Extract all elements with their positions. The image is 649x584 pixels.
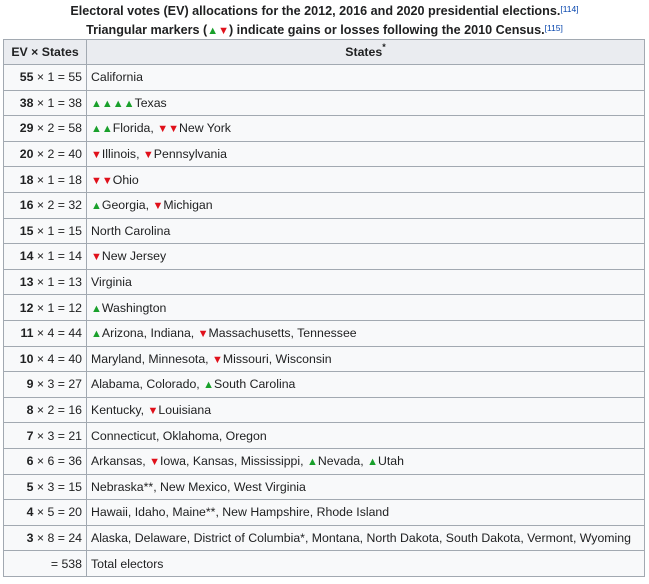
table-row: [4, 474, 645, 500]
table-row: [4, 525, 645, 551]
separator: ,: [153, 479, 161, 494]
state-link[interactable]: West Virginia: [233, 479, 306, 494]
state-link[interactable]: Washington: [101, 300, 167, 315]
table-row: [4, 397, 645, 423]
state-link[interactable]: Rhode Island: [316, 505, 390, 520]
table-row: [4, 423, 645, 449]
states-cell: [87, 448, 645, 474]
separator: ,: [127, 530, 135, 545]
states-cell: [87, 192, 645, 218]
state-link[interactable]: Idaho: [134, 505, 166, 520]
table-row: [4, 167, 645, 193]
separator: ,: [140, 403, 148, 418]
ev-count: 55: [19, 70, 34, 85]
state-link[interactable]: Hawaii: [91, 505, 128, 520]
ev-count: 8: [26, 403, 34, 418]
states-cell: [87, 116, 645, 142]
header-ev-states: EV × States: [4, 40, 87, 65]
ev-cell: [4, 372, 87, 398]
ev-cell: [4, 346, 87, 372]
state-link[interactable]: New Jersey: [101, 249, 167, 264]
ev-count: 29: [19, 121, 34, 136]
ev-count: 5: [26, 479, 34, 494]
state-link[interactable]: Indiana: [150, 326, 191, 341]
header-states: [87, 40, 645, 65]
table-row: [4, 90, 645, 116]
loss-triangle-icon: ▼: [197, 328, 209, 341]
state-link[interactable]: District of Columbia*: [193, 530, 305, 545]
ev-formula: × 3 = 27: [33, 377, 82, 392]
gain-triangle-icon: ▲: [91, 200, 102, 213]
ev-cell: [4, 218, 87, 244]
state-link[interactable]: Louisiana: [158, 403, 212, 418]
separator: ,: [359, 530, 367, 545]
state-link[interactable]: Maryland: [91, 351, 142, 366]
state-link[interactable]: Kentucky: [91, 403, 141, 418]
states-cell: [87, 167, 645, 193]
separator: ,: [142, 454, 150, 469]
ev-count: 18: [19, 172, 34, 187]
ev-cell: [4, 167, 87, 193]
ev-formula: × 1 = 55: [33, 70, 82, 85]
ev-formula: × 1 = 14: [33, 249, 82, 264]
state-link[interactable]: Florida: [112, 121, 151, 136]
state-link[interactable]: New Mexico: [160, 479, 228, 494]
gain-triangle-icon: ▲: [203, 379, 215, 392]
citation-link-114[interactable]: [114]: [560, 4, 579, 14]
separator: ,: [196, 377, 204, 392]
separator: ,: [155, 428, 163, 443]
state-link[interactable]: Arkansas: [91, 454, 143, 469]
ev-cell: [4, 500, 87, 526]
gain-triangle-icon: ▲▲▲▲: [91, 97, 135, 110]
loss-triangle-icon: ▼: [91, 149, 102, 162]
table-row: [4, 141, 645, 167]
state-link[interactable]: South Carolina: [214, 377, 296, 392]
loss-triangle-icon: ▼: [212, 353, 223, 366]
ev-formula: × 2 = 16: [33, 403, 82, 418]
ev-formula: × 3 = 21: [33, 428, 82, 443]
ev-count: 12: [19, 300, 34, 315]
ev-count: 14: [19, 249, 34, 264]
separator: ,: [233, 454, 241, 469]
state-link[interactable]: Montana: [311, 530, 360, 545]
states-cell: [87, 372, 645, 398]
caption-legend-prefix: Triangular markers (: [86, 23, 208, 37]
table-header-row: [4, 40, 645, 65]
separator: ,: [205, 351, 213, 366]
ev-formula: × 1 = 18: [33, 172, 82, 187]
states-cell: [87, 90, 645, 116]
state-link[interactable]: Alaska: [91, 530, 128, 545]
table-row: [4, 448, 645, 474]
states-cell: [87, 500, 645, 526]
separator: ,: [227, 479, 234, 494]
state-link[interactable]: Connecticut: [91, 428, 156, 443]
gain-triangle-icon: ▲: [207, 25, 219, 37]
state-link[interactable]: Tennessee: [297, 326, 357, 341]
ev-formula: × 1 = 38: [33, 95, 82, 110]
state-link[interactable]: Pennsylvania: [153, 147, 227, 162]
ev-formula: × 5 = 20: [33, 505, 82, 520]
separator: ,: [268, 351, 276, 366]
header-states-label: States: [345, 45, 383, 59]
ev-count: 38: [19, 95, 34, 110]
ev-cell: [4, 116, 87, 142]
loss-triangle-icon: ▼: [142, 149, 154, 162]
table-row: [4, 244, 645, 270]
states-cell: [87, 525, 645, 551]
state-link[interactable]: Utah: [378, 454, 404, 469]
ev-cell: [4, 295, 87, 321]
separator: ,: [185, 454, 193, 469]
state-link[interactable]: Oregon: [225, 428, 267, 443]
caption-legend-suffix: ) indicate gains or losses following the 2010 Census.: [228, 23, 545, 37]
separator: ,: [139, 377, 147, 392]
separator: ,: [309, 505, 317, 520]
state-link[interactable]: North Dakota: [366, 530, 439, 545]
states-cell: [87, 551, 645, 577]
ev-cell: [4, 423, 87, 449]
states-cell: [87, 218, 645, 244]
ev-count: 10: [19, 351, 34, 366]
ev-formula: × 1 = 12: [33, 300, 82, 315]
state-link[interactable]: Nebraska**: [91, 479, 154, 494]
ev-cell: [4, 269, 87, 295]
ev-count: 15: [19, 223, 34, 238]
header-states-footnote-mark: *: [382, 42, 386, 52]
ev-cell: [4, 65, 87, 91]
state-link[interactable]: Kansas: [192, 454, 234, 469]
separator: ,: [300, 454, 307, 469]
table-caption: [0, 0, 649, 38]
gain-triangle-icon: ▲: [306, 456, 318, 469]
states-cell: [87, 397, 645, 423]
states-cell: [87, 141, 645, 167]
state-link[interactable]: Iowa: [160, 454, 186, 469]
state-link[interactable]: Alabama: [91, 377, 140, 392]
caption-line-2: [0, 21, 649, 41]
table-row: [4, 372, 645, 398]
state-link[interactable]: Vermont: [527, 530, 573, 545]
loss-triangle-icon: ▼: [147, 405, 159, 418]
gain-triangle-icon: ▲▲: [91, 123, 113, 136]
ev-cell: [4, 474, 87, 500]
state-link[interactable]: Nevada: [317, 454, 361, 469]
state-link[interactable]: Arizona: [101, 326, 144, 341]
ev-count: 3: [26, 530, 34, 545]
separator: ,: [215, 505, 223, 520]
ev-formula: × 1 = 13: [33, 275, 82, 290]
state-link[interactable]: Wyoming: [579, 530, 631, 545]
states-cell: [87, 65, 645, 91]
ev-cell: [4, 244, 87, 270]
table-row: [4, 551, 645, 577]
state-link[interactable]: Wisconsin: [275, 351, 332, 366]
ev-cell: [4, 90, 87, 116]
ev-count: 7: [26, 428, 34, 443]
total-label: Total electors: [91, 556, 164, 571]
ev-count: 6: [26, 454, 34, 469]
ev-cell: [4, 320, 87, 346]
state-link[interactable]: Massachusetts: [208, 326, 291, 341]
states-cell: [87, 244, 645, 270]
table-row: [4, 269, 645, 295]
separator: ,: [150, 121, 158, 136]
ev-count: 11: [20, 326, 34, 341]
ev-formula: × 8 = 24: [33, 530, 82, 545]
ev-cell: [4, 551, 87, 577]
state-link[interactable]: North Carolina: [91, 223, 171, 238]
ev-formula: × 2 = 40: [33, 147, 82, 162]
state-link[interactable]: Colorado: [146, 377, 197, 392]
ev-formula: × 2 = 32: [33, 198, 82, 213]
separator: ,: [290, 326, 298, 341]
separator: ,: [304, 530, 312, 545]
ev-cell: [4, 192, 87, 218]
ev-cell: [4, 448, 87, 474]
ev-formula: × 4 = 40: [33, 351, 82, 366]
ev-cell: [4, 141, 87, 167]
loss-triangle-icon: ▼▼: [157, 123, 179, 136]
state-link[interactable]: Illinois: [101, 147, 137, 162]
table-row: [4, 295, 645, 321]
ev-formula: × 3 = 15: [33, 479, 82, 494]
state-link[interactable]: Mississippi: [240, 454, 301, 469]
table-row: [4, 500, 645, 526]
state-link[interactable]: Oklahoma: [162, 428, 219, 443]
ev-formula: × 1 = 15: [33, 223, 82, 238]
states-cell: [87, 346, 645, 372]
state-link[interactable]: Georgia: [101, 198, 146, 213]
state-link[interactable]: New Hampshire: [222, 505, 310, 520]
table-row: [4, 116, 645, 142]
states-cell: [87, 423, 645, 449]
states-cell: [87, 320, 645, 346]
state-link[interactable]: Texas: [134, 95, 167, 110]
ev-count: 16: [19, 198, 34, 213]
state-link[interactable]: Minnesota: [148, 351, 206, 366]
ev-formula: = 538: [50, 556, 82, 571]
state-link[interactable]: Ohio: [112, 172, 139, 187]
gain-triangle-icon: ▲: [91, 302, 102, 315]
separator: ,: [218, 428, 226, 443]
state-link[interactable]: California: [91, 70, 143, 85]
loss-triangle-icon: ▼: [91, 251, 102, 264]
ev-cell: [4, 525, 87, 551]
ev-count: 4: [26, 505, 34, 520]
state-link[interactable]: New York: [179, 121, 231, 136]
states-cell: [87, 474, 645, 500]
separator: ,: [136, 147, 143, 162]
state-link[interactable]: Maine**: [172, 505, 216, 520]
loss-triangle-icon: ▼: [218, 25, 229, 37]
caption-line-1: [0, 2, 649, 21]
separator: ,: [165, 505, 173, 520]
separator: ,: [143, 326, 151, 341]
separator: ,: [127, 505, 135, 520]
table-row: [4, 192, 645, 218]
ev-formula: × 2 = 58: [33, 121, 82, 136]
ev-count: 9: [26, 377, 34, 392]
separator: ,: [190, 326, 198, 341]
state-link[interactable]: South Dakota: [445, 530, 521, 545]
electoral-votes-table: [3, 39, 645, 577]
states-cell: [87, 295, 645, 321]
state-link[interactable]: Michigan: [163, 198, 213, 213]
state-link[interactable]: Missouri: [222, 351, 269, 366]
separator: ,: [438, 530, 446, 545]
loss-triangle-icon: ▼▼: [91, 174, 113, 187]
table-row: [4, 65, 645, 91]
separator: ,: [572, 530, 580, 545]
separator: ,: [145, 198, 153, 213]
separator: ,: [186, 530, 194, 545]
separator: ,: [141, 351, 149, 366]
table-row: [4, 218, 645, 244]
ev-cell: [4, 397, 87, 423]
state-link[interactable]: Delaware: [134, 530, 187, 545]
separator: ,: [520, 530, 528, 545]
table-row: [4, 346, 645, 372]
table-row: [4, 320, 645, 346]
citation-link-115[interactable]: [115]: [544, 23, 563, 33]
loss-triangle-icon: ▼: [152, 200, 164, 213]
ev-formula: × 4 = 44: [33, 326, 82, 341]
loss-triangle-icon: ▼: [149, 456, 160, 469]
ev-count: 13: [19, 275, 34, 290]
state-link[interactable]: Virginia: [91, 275, 132, 290]
ev-formula: × 6 = 36: [33, 454, 82, 469]
table-body: [4, 65, 645, 577]
caption-title: Electoral votes (EV) allocations for the 2012, 2016 and 2020 presidential elections.: [70, 4, 561, 18]
states-cell: [87, 269, 645, 295]
gain-triangle-icon: ▲: [91, 328, 102, 341]
separator: ,: [360, 454, 368, 469]
gain-triangle-icon: ▲: [367, 456, 378, 469]
ev-count: 20: [19, 147, 34, 162]
